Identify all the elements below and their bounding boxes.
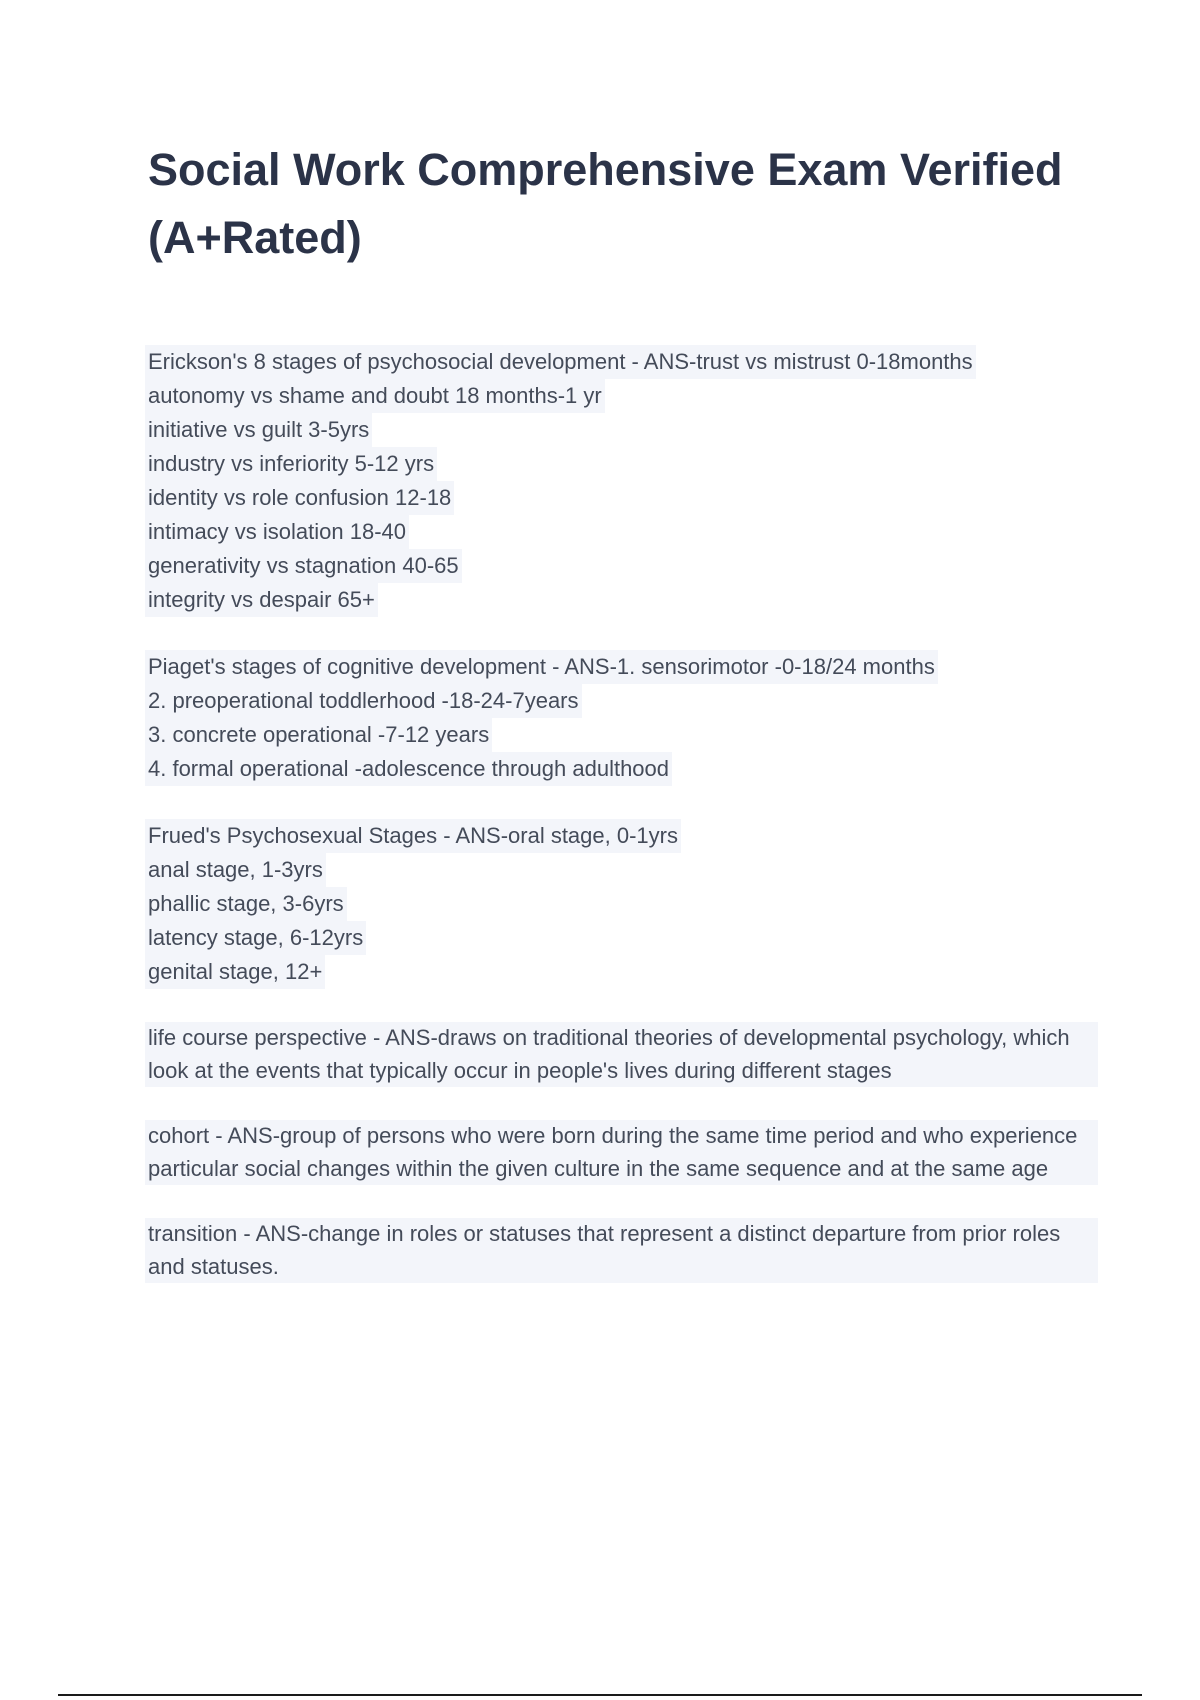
page-title: Social Work Comprehensive Exam Verified (A+Rated) [148, 144, 1063, 263]
text-line: autonomy vs shame and doubt 18 months-1 yr [145, 379, 605, 413]
text-line: generativity vs stagnation 40-65 [145, 549, 462, 583]
flashcard-transition [148, 1218, 1098, 1283]
text-line: integrity vs despair 65+ [145, 583, 378, 617]
paragraph-text: cohort - ANS-group of persons who were born during the same time period and who experience particular social changes within the given culture in the same sequence and at the same age [145, 1120, 1098, 1185]
text-line: 4. formal operational -adolescence through adulthood [145, 752, 672, 786]
flashcard-cohort [148, 1120, 1098, 1185]
text-line: latency stage, 6-12yrs [145, 921, 366, 955]
text-line: 3. concrete operational -7-12 years [145, 718, 492, 752]
text-line: industry vs inferiority 5-12 yrs [145, 447, 437, 481]
text-line: Piaget's stages of cognitive development - ANS-1. sensorimotor -0-18/24 months [145, 650, 938, 684]
text-line: Frued's Psychosexual Stages - ANS-oral stage, 0-1yrs [145, 819, 681, 853]
paragraph-text: transition - ANS-change in roles or statuses that represent a distinct departure from prior roles and statuses. [145, 1218, 1098, 1283]
flashcard-life-course [148, 1022, 1098, 1087]
flashcard-erickson [148, 345, 1098, 617]
text-line: intimacy vs isolation 18-40 [145, 515, 409, 549]
document-body [148, 345, 1098, 1316]
text-line: anal stage, 1-3yrs [145, 853, 326, 887]
page-bottom-divider [58, 1694, 1142, 1696]
text-line: genital stage, 12+ [145, 955, 325, 989]
paragraph-text: life course perspective - ANS-draws on traditional theories of developmental psychology, which look at the events that typically occur in people's lives during different stages [145, 1022, 1098, 1087]
text-line: identity vs role confusion 12-18 [145, 481, 454, 515]
text-line: initiative vs guilt 3-5yrs [145, 413, 372, 447]
flashcard-freud [148, 819, 1098, 989]
text-line: Erickson's 8 stages of psychosocial development - ANS-trust vs mistrust 0-18months [145, 345, 976, 379]
text-line: 2. preoperational toddlerhood -18-24-7years [145, 684, 582, 718]
flashcard-piaget [148, 650, 1098, 786]
text-line: phallic stage, 3-6yrs [145, 887, 347, 921]
